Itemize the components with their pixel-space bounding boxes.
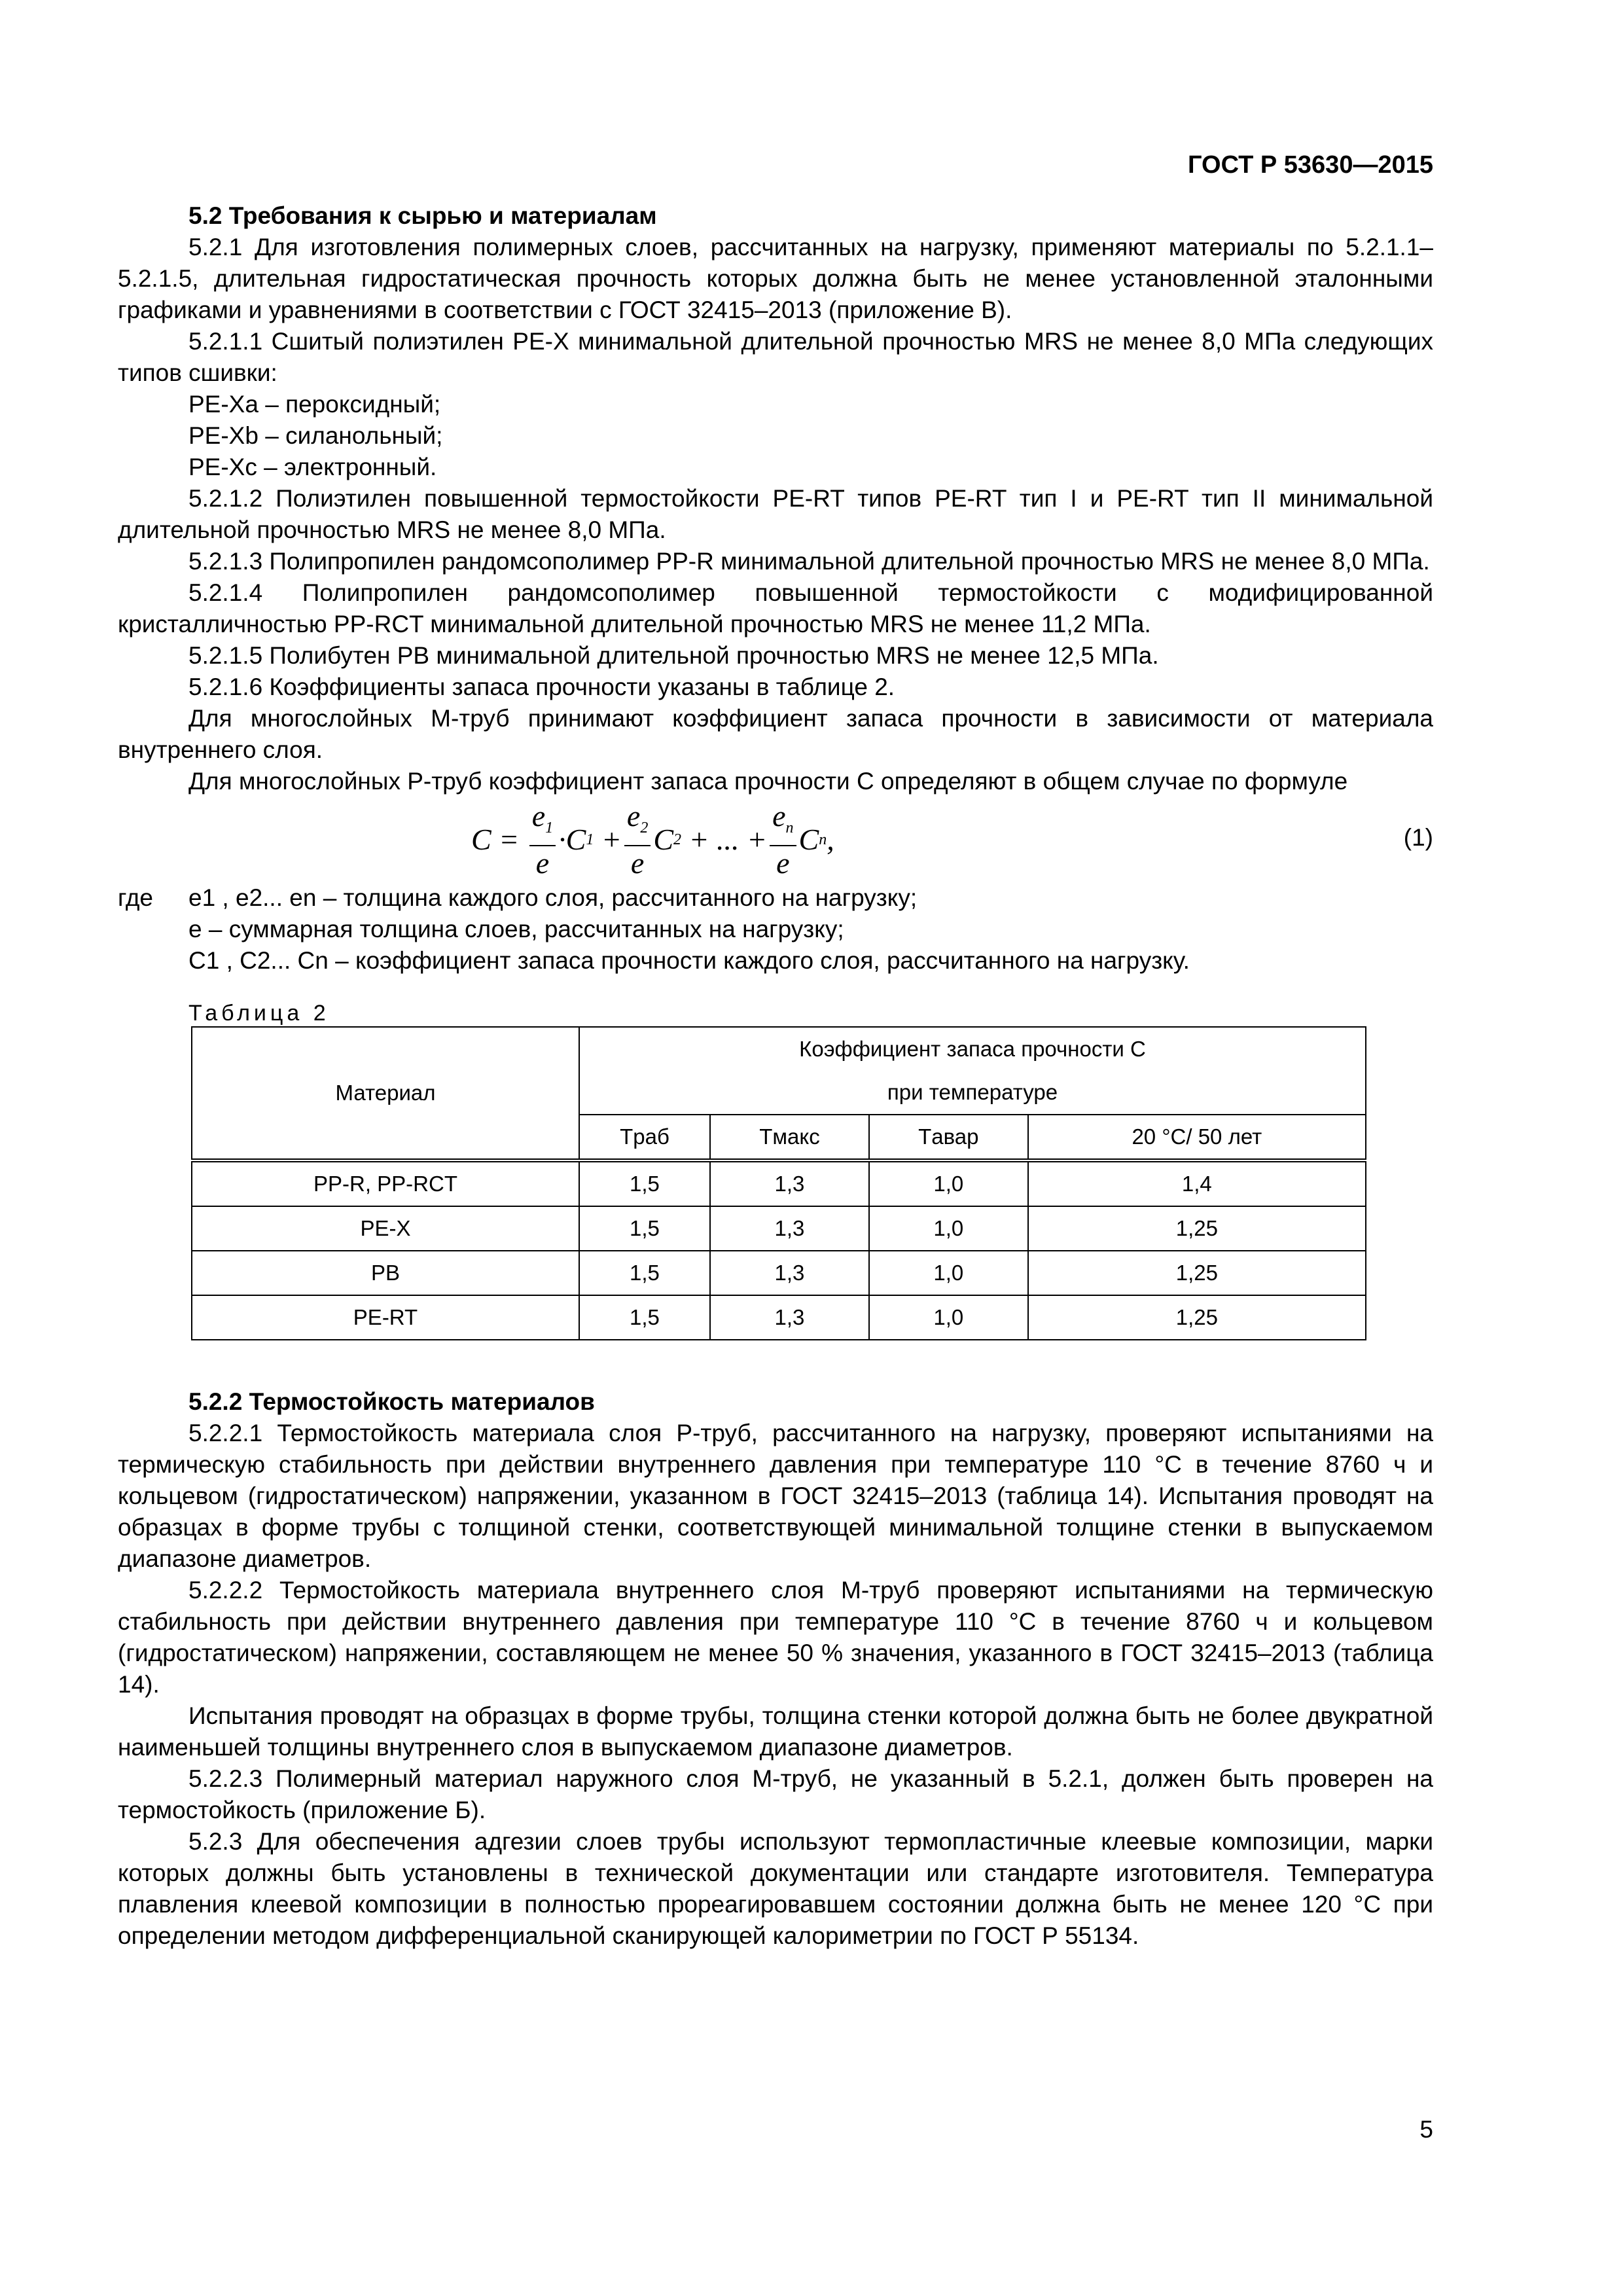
list-item-pe-xc: PE-Xc – электронный. [188, 454, 437, 480]
formula-number: (1) [1403, 824, 1433, 851]
legend-row-e-layers: e1 , e2... en – толщина каждого слоя, рассчитанного на нагрузку; [188, 884, 918, 911]
table-header-coefficient: Коэффициент запаса прочности C при температуре [579, 1027, 1366, 1115]
list-item-pe-xa: PE-Xa – пероксидный; [188, 391, 441, 418]
fraction-n: $\frac{e_n}{e}$ [770, 799, 796, 880]
paragraph-m-pipes: Для многослойных М-труб принимают коэффициент запаса прочности в зависимости от материала внутреннего слоя. [118, 705, 1433, 763]
table-row: PP-R, PP-RCT 1,5 1,3 1,0 1,4 [192, 1160, 1366, 1206]
formula-1 [118, 797, 1433, 882]
table-row: PE-RT 1,5 1,3 1,0 1,25 [192, 1295, 1366, 1340]
fraction-2: $\frac{e_2}{e}$ [624, 799, 651, 880]
table-header-material: Материал [192, 1027, 579, 1160]
table-caption: Таблица 2 [188, 1001, 330, 1026]
section-5-2-2-title: 5.2.2 Термостойкость материалов [188, 1388, 595, 1415]
col-header-20c-50y: 20 °С/ 50 лет [1028, 1115, 1366, 1160]
paragraph-5-2-3: 5.2.3 Для обеспечения адгезии слоев трубы используют термопластичные клеевые композиции, марки которых должны быть установлены в технической документации или стандарте изготовителя. Температура плавления клеевой композиции в полностью прореагировавшем состоянии должна быть не менее 120 °С при определении методом дифференциальной сканирующей калориметрии по ГОСТ Р 55134. [118, 1828, 1433, 1949]
safety-factor-table [191, 1026, 1366, 1340]
page-number: 5 [1419, 2116, 1433, 2143]
paragraph-5-2-2-2-b: Испытания проводят на образцах в форме трубы, толщина стенки которой должна быть не более двукратной наименьшей толщины внутреннего слоя в выпускаемом диапазоне диаметров. [118, 1702, 1433, 1761]
fraction-1: $\frac{e_1}{e}$ [529, 799, 556, 880]
formula-legend [118, 882, 1433, 977]
formula-lhs: C = [471, 823, 520, 856]
paragraph-p-pipes: Для многослойных Р-труб коэффициент запаса прочности C определяют в общем случае по формуле [188, 768, 1348, 795]
legend-row-c-layers: C1 , C2... Cn – коэффициент запаса прочности каждого слоя, рассчитанного на нагрузку. [188, 947, 1190, 974]
paragraph-5-2-1-5: 5.2.1.5 Полибутен PB минимальной длительной прочностью MRS не менее 12,5 МПа. [188, 642, 1159, 669]
formula-expression: C = $\frac{e_1}{e}$ · C 1 + $\frac{e_2}{e}$ C 2 + ... + $\frac{e_n}{e}$ C n , [471, 798, 834, 880]
paragraph-5-2-1: 5.2.1 Для изготовления полимерных слоев, рассчитанных на нагрузку, применяют материалы по 5.2.1.1–5.2.1.5, длительная гидростатическая прочность которых должна быть не менее установленной эталонными графиками и уравнениями в соответствии с ГОСТ 32415–2013 (приложение В). [118, 234, 1433, 323]
col-header-t-max: Tмакс [710, 1115, 869, 1160]
page-content [118, 200, 1433, 1952]
paragraph-5-2-1-2: 5.2.1.2 Полиэтилен повышенной термостойкости PE-RT типов PE-RT тип I и PE-RT тип II минимальной длительной прочностью MRS не менее 8,0 МПа. [118, 485, 1433, 543]
paragraph-5-2-2-2: 5.2.2.2 Термостойкость материала внутреннего слоя М-труб проверяют испытаниями на термическую стабильность при действии внутреннего давления при температуре 110 °С в течение 8760 ч и кольцевом (гидростатическом) напряжении, составляющем не менее 50 % значения, указанного в ГОСТ 32415–2013 (таблица 14). [118, 1577, 1433, 1698]
section-5-2-title: 5.2 Требования к сырью и материалам [188, 202, 657, 229]
col-header-t-emergency: Tавар [869, 1115, 1028, 1160]
paragraph-5-2-2-1: 5.2.2.1 Термостойкость материала слоя Р-труб, рассчитанного на нагрузку, проверяют испытаниями на термическую стабильность при действии внутреннего давления при температуре 110 °С в течение 8760 ч и кольцевом (гидростатическом) напряжении, указанном в ГОСТ 32415–2013 (таблица 14). Испытания проводят на образцах в форме трубы с толщиной стенки, соответствующей минимальной толщине стенки в выпускаемом диапазоне диаметров. [118, 1420, 1433, 1572]
legend-label: где [118, 884, 154, 911]
paragraph-5-2-1-6: 5.2.1.6 Коэффициенты запаса прочности указаны в таблице 2. [188, 673, 895, 700]
col-header-t-work: Tраб [579, 1115, 710, 1160]
paragraph-5-2-1-1: 5.2.1.1 Сшитый полиэтилен PE-X минимальной длительной прочностью MRS не менее 8,0 МПа следующих типов сшивки: [118, 328, 1433, 386]
paragraph-5-2-2-3: 5.2.2.3 Полимерный материал наружного слоя М-труб, не указанный в 5.2.1, должен быть проверен на термостойкость (приложение Б). [118, 1765, 1433, 1823]
legend-row-e-total: e – суммарная толщина слоев, рассчитанных на нагрузку; [188, 916, 844, 942]
document-id: ГОСТ Р 53630—2015 [1188, 151, 1433, 179]
paragraph-5-2-1-4: 5.2.1.4 Полипропилен рандомсополимер повышенной термостойкости с модифицированной кристалличностью PP-RCT минимальной длительной прочностью MRS не менее 11,2 МПа. [118, 579, 1433, 637]
list-item-pe-xb: PE-Xb – силанольный; [188, 422, 443, 449]
table-row: PE-X 1,5 1,3 1,0 1,25 [192, 1206, 1366, 1251]
paragraph-5-2-1-3: 5.2.1.3 Полипропилен рандомсополимер PP-R минимальной длительной прочностью MRS не менее 8,0 МПа. [188, 548, 1430, 575]
table-row: PB 1,5 1,3 1,0 1,25 [192, 1251, 1366, 1295]
